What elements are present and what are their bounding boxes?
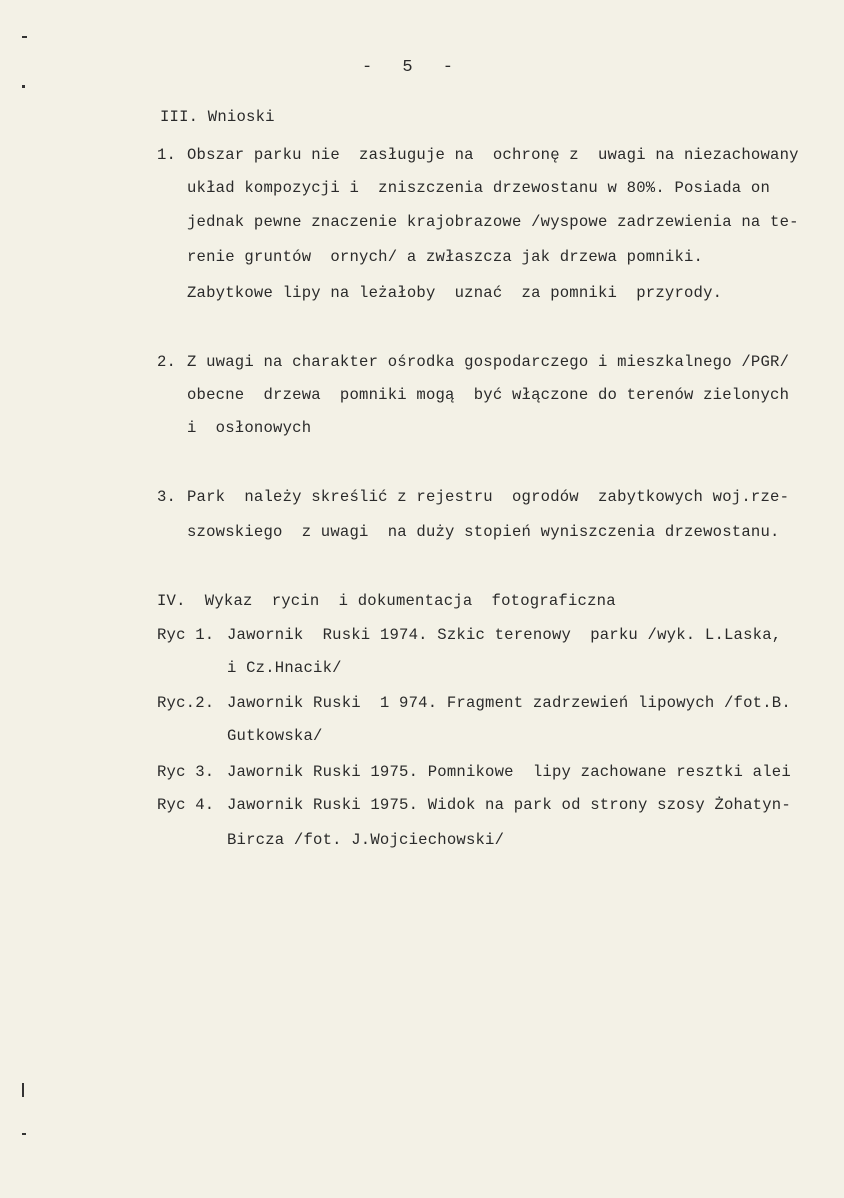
margin-mark	[22, 85, 25, 88]
item-line: Obszar parku nie zasługuje na ochronę z uwagi na niezachowany	[187, 146, 799, 164]
item-line: układ kompozycji i zniszczenia drzewostanu w 80%. Posiada on	[187, 179, 771, 197]
item-line: szowskiego z uwagi na duży stopień wyniszczenia drzewostanu.	[187, 523, 780, 541]
margin-mark	[22, 1133, 26, 1135]
figure-line: Jawornik Ruski 1974. Szkic terenowy parku /wyk. L.Laska,	[227, 626, 782, 644]
figure-label: Ryc 1.	[157, 626, 215, 644]
figure-line: Jawornik Ruski 1 974. Fragment zadrzewień lipowych /fot.B.	[227, 694, 791, 712]
item-number: 1.	[157, 146, 177, 164]
figure-line: Bircza /fot. J.Wojciechowski/	[227, 831, 505, 849]
margin-mark	[22, 36, 27, 38]
item-line: jednak pewne znaczenie krajobrazowe /wyspowe zadrzewienia na te-	[187, 213, 799, 231]
item-number: 3.	[157, 488, 177, 506]
margin-mark	[22, 1083, 24, 1097]
item-line: i osłonowych	[187, 419, 312, 437]
figure-line: i Cz.Hnacik/	[227, 659, 342, 677]
item-line: renie gruntów ornych/ a zwłaszcza jak drzewa pomniki.	[187, 248, 704, 266]
section-heading-conclusions: III. Wnioski	[160, 108, 275, 126]
item-number: 2.	[157, 353, 177, 371]
page-number: - 5 -	[362, 58, 464, 77]
item-line: obecne drzewa pomniki mogą być włączone do terenów zielonych	[187, 386, 790, 404]
item-line: Park należy skreślić z rejestru ogrodów zabytkowych woj.rze-	[187, 488, 790, 506]
section-heading-figures: IV. Wykaz rycin i dokumentacja fotograficzna	[157, 592, 616, 610]
item-line: Z uwagi na charakter ośrodka gospodarczego i mieszkalnego /PGR/	[187, 353, 790, 371]
figure-label: Ryc 4.	[157, 796, 215, 814]
figure-label: Ryc.2.	[157, 694, 215, 712]
item-line: Zabytkowe lipy na leżałoby uznać za pomniki przyrody.	[187, 284, 723, 302]
figure-line: Gutkowska/	[227, 727, 323, 745]
figure-label: Ryc 3.	[157, 763, 215, 781]
figure-line: Jawornik Ruski 1975. Widok na park od strony szosy Żohatyn-	[227, 796, 791, 814]
figure-line: Jawornik Ruski 1975. Pomnikowe lipy zachowane resztki alei	[227, 763, 791, 781]
